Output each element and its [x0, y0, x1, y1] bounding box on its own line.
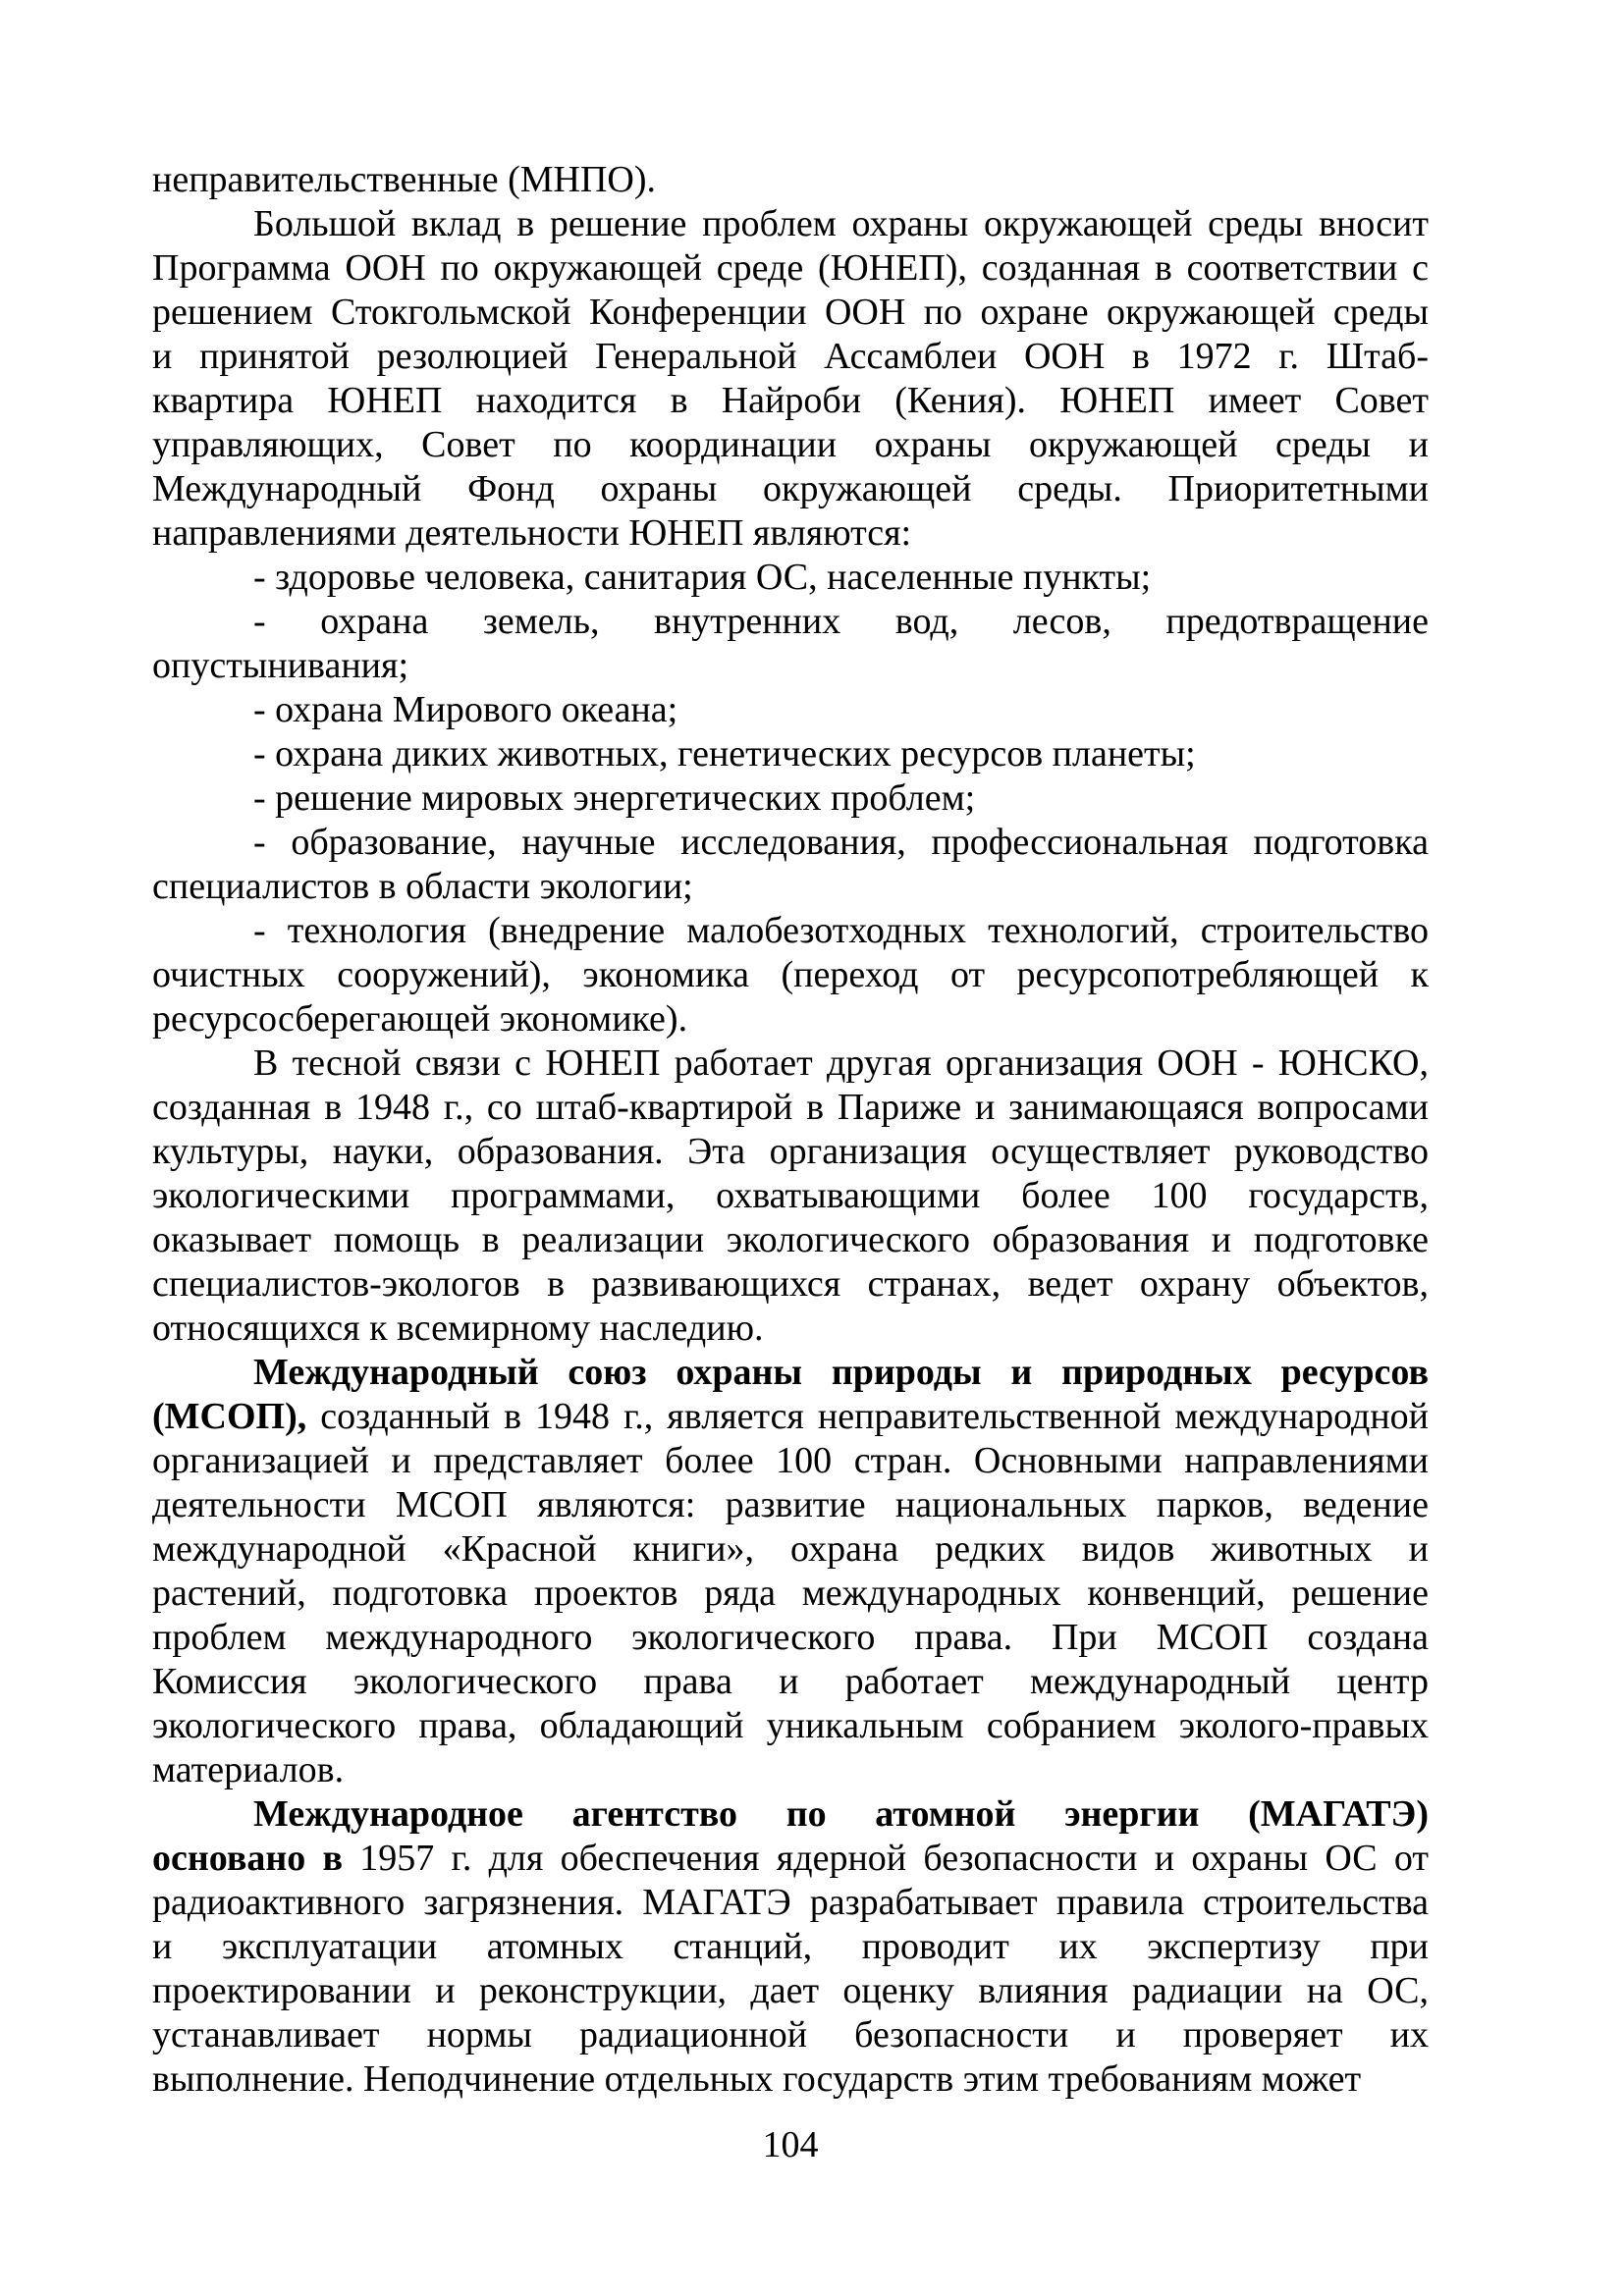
text-line: [152, 2013, 1429, 2057]
text-line: [152, 1351, 1429, 1395]
text-run: радиоактивного загрязнения. МАГАТЭ разрабатывает правила строительства: [152, 1882, 1429, 1923]
text-run: и принятой резолюцией Генеральной Ассамблеи ООН в 1972 г. Штаб-: [152, 336, 1429, 377]
text-line: [152, 1086, 1429, 1130]
text-line: [152, 953, 1429, 997]
text-line: [152, 1439, 1429, 1483]
text-run: международной «Красной книги», охрана редких видов животных и: [152, 1528, 1429, 1570]
text-run: созданный в 1948 г., является неправительственной международной: [306, 1396, 1429, 1437]
text-run: специалистов в области экологии;: [152, 866, 693, 907]
text-run: ресурсосберегающей экономике).: [152, 998, 688, 1040]
text-run: организацией и представляет более 100 стран. Основными направлениями: [152, 1440, 1429, 1481]
text-line: [152, 865, 1429, 909]
text-run: специалистов-экологов в развивающихся странах, ведет охрану объектов,: [152, 1263, 1429, 1305]
bold-text-run: Международное агентство по атомной энергии (МАГАТЭ): [253, 1793, 1429, 1835]
text-run: Международный Фонд охраны окружающей среды. Приоритетными: [152, 468, 1429, 509]
text-line: [152, 1792, 1429, 1837]
text-line: [152, 291, 1429, 335]
text-run: очистных сооружений), экономика (переход от ресурсопотребляющей к: [152, 954, 1429, 995]
text-line: [152, 158, 1429, 202]
text-line: [152, 1218, 1429, 1262]
text-line: [152, 688, 1429, 732]
text-run: деятельности МСОП являются: развитие национальных парков, ведение: [152, 1484, 1429, 1525]
text-run: созданная в 1948 г., со штаб-квартирой в Париже и занимающаяся вопросами: [152, 1087, 1429, 1128]
text-line: [152, 776, 1429, 821]
text-run: - охрана Мирового океана;: [253, 689, 678, 730]
text-run: 1957 г. для обеспечения ядерной безопасности и охраны ОС от: [343, 1838, 1429, 1879]
text-run: Комиссия экологического права и работает международный центр: [152, 1661, 1429, 1702]
text-line: [152, 2057, 1429, 2102]
text-line: [152, 379, 1429, 423]
text-run: - образование, научные исследования, профессиональная подготовка: [253, 822, 1429, 863]
text-run: В тесной связи с ЮНЕП работает другая организация ООН - ЮНСКО,: [253, 1042, 1429, 1084]
text-run: - технология (внедрение малобезотходных технологий, строительство: [253, 910, 1429, 951]
text-line: [152, 997, 1429, 1041]
text-line: [152, 821, 1429, 865]
text-run: - охрана диких животных, генетических ресурсов планеты;: [253, 733, 1196, 774]
text-run: устанавливает нормы радиационной безопасности и проверяет их: [152, 2014, 1429, 2056]
text-line: [152, 1527, 1429, 1572]
page-footer: [152, 2123, 1429, 2167]
text-run: - решение мировых энергетических проблем;: [253, 777, 976, 819]
text-run: выполнение. Неподчинение отдельных государств этим требованиям может: [152, 2058, 1362, 2100]
text-run: Большой вклад в решение проблем охраны окружающей среды вносит: [253, 203, 1429, 244]
text-line: [152, 1660, 1429, 1704]
text-run: управляющих, Совет по координации охраны окружающей среды и: [152, 424, 1429, 465]
text-line: [152, 1748, 1429, 1792]
text-line: [152, 1174, 1429, 1218]
text-line: [152, 556, 1429, 600]
text-block: [152, 158, 1429, 2102]
text-line: [152, 1395, 1429, 1439]
bold-text-run: Международный союз охраны природы и природных ресурсов: [253, 1352, 1429, 1393]
text-line: [152, 1483, 1429, 1527]
text-line: [152, 1925, 1429, 1969]
text-run: опустынивания;: [152, 645, 409, 686]
text-run: проектировании и реконструкции, дает оценку влияния радиации на ОС,: [152, 1970, 1429, 2011]
text-line: [152, 1262, 1429, 1307]
text-run: и эксплуатации атомных станций, проводит их экспертизу при: [152, 1926, 1429, 1967]
text-run: проблем международного экологического права. При МСОП создана: [152, 1617, 1429, 1658]
text-line: [152, 732, 1429, 776]
text-line: [152, 600, 1429, 644]
text-run: экологическими программами, охватывающими более 100 государств,: [152, 1175, 1429, 1216]
text-line: [152, 423, 1429, 467]
text-run: квартира ЮНЕП находится в Найроби (Кения). ЮНЕП имеет Совет: [152, 380, 1429, 421]
text-line: [152, 1130, 1429, 1174]
bold-text-run: основано в: [152, 1838, 344, 1879]
text-line: [152, 1837, 1429, 1881]
text-run: - охрана земель, внутренних вод, лесов, предотвращение: [253, 601, 1429, 642]
text-line: [152, 909, 1429, 953]
text-line: [152, 1307, 1429, 1351]
text-line: [152, 335, 1429, 379]
text-run: решением Стокгольмской Конференции ООН по охране окружающей среды: [152, 292, 1429, 333]
text-run: - здоровье человека, санитария ОС, населенные пункты;: [253, 557, 1152, 598]
text-run: культуры, науки, образования. Эта организация осуществляет руководство: [152, 1131, 1429, 1172]
text-run: экологического права, обладающий уникальным собранием эколого-правых: [152, 1705, 1429, 1746]
text-line: [152, 1616, 1429, 1660]
text-run: материалов.: [152, 1749, 345, 1790]
text-line: [152, 1704, 1429, 1748]
text-line: [152, 202, 1429, 246]
text-run: направлениями деятельности ЮНЕП являются:: [152, 512, 912, 554]
text-run: Программа ООН по окружающей среде (ЮНЕП), созданная в соответствии с: [152, 247, 1429, 289]
text-line: [152, 1572, 1429, 1616]
text-line: [152, 1969, 1429, 2013]
page-number: 104: [762, 2124, 819, 2165]
text-line: [152, 246, 1429, 291]
text-line: [152, 644, 1429, 688]
text-run: неправительственные (МНПО).: [152, 159, 656, 200]
text-line: [152, 1041, 1429, 1086]
text-run: растений, подготовка проектов ряда международных конвенций, решение: [152, 1573, 1429, 1614]
text-line: [152, 511, 1429, 556]
text-line: [152, 1881, 1429, 1925]
bold-text-run: (МСОП),: [152, 1396, 307, 1437]
text-run: оказывает помощь в реализации экологического образования и подготовке: [152, 1219, 1429, 1260]
text-run: относящихся к всемирному наследию.: [152, 1308, 764, 1349]
text-line: [152, 467, 1429, 511]
